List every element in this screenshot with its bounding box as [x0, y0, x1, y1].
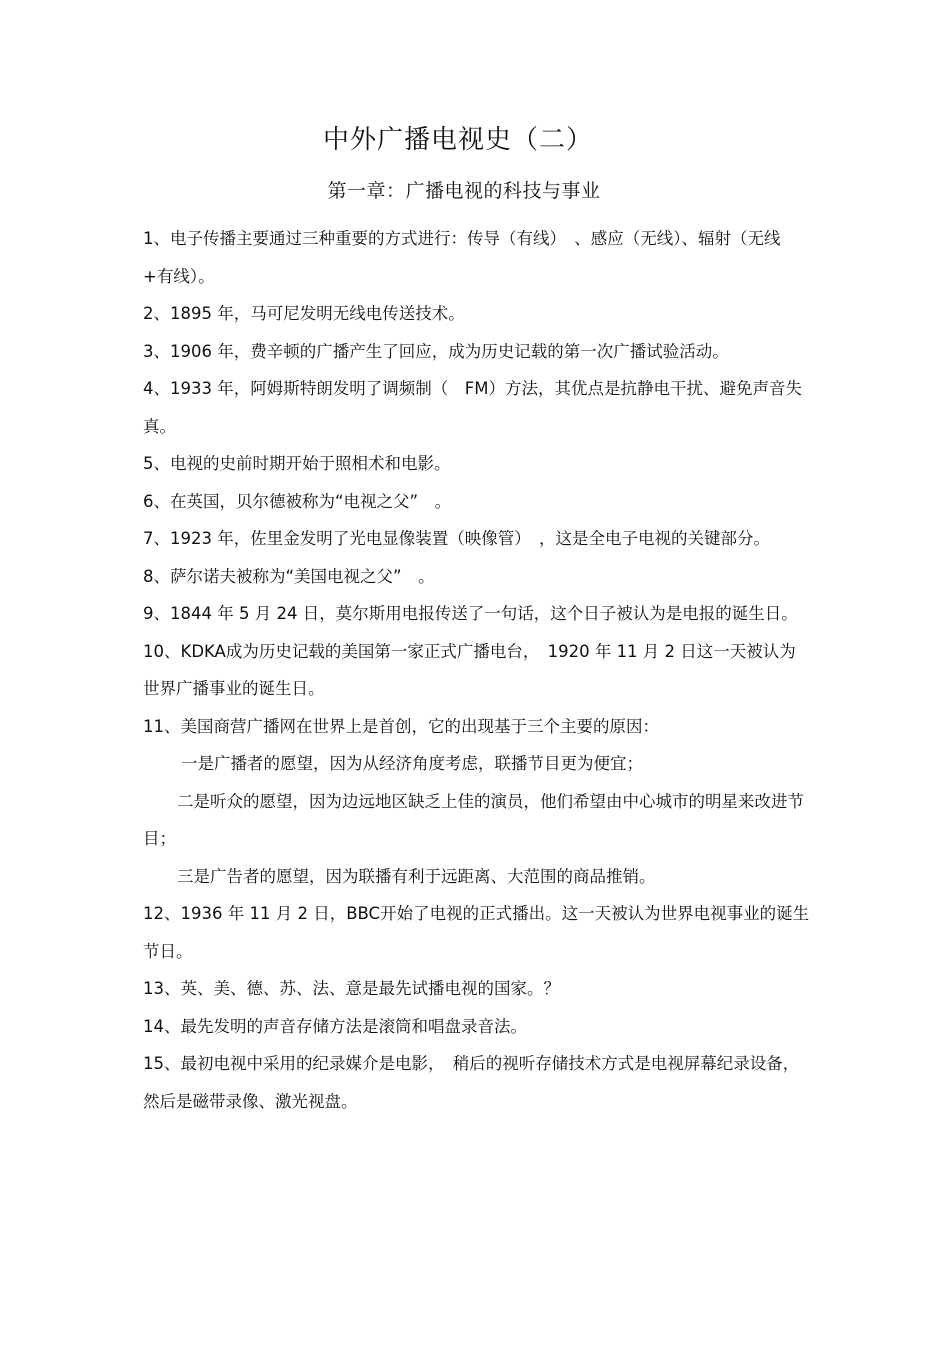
paragraph-8: 8、萨尔诺夫被称为“美国电视之父” 。 [143, 566, 435, 586]
paragraph-11-reason-2: 二是听众的愿望，因为边远地区缺乏上佳的演员，他们希望由中心城市的明星来改进节目； [143, 791, 804, 848]
paragraph-11: 11、美国商营广播网在世界上是首创，它的出现基于三个主要的原因： [143, 716, 659, 736]
paragraph-1: 1、电子传播主要通过三种重要的方式进行：传导（有线） 、感应（无线）、辐射（无线 +有线）。 [143, 229, 781, 286]
paragraph-2: 2、1895 年，马可尼发明无线电传送技术。 [143, 304, 465, 323]
document-body [143, 220, 811, 1120]
paragraph-4: 4、1933 年，阿姆斯特朗发明了调频制（ FM）方法，其优点是抗静电干扰、避免声音失真。 [143, 379, 802, 436]
paragraph-12: 12、1936 年 11 月 2 日，BBC开始了电视的正式播出。这一天被认为世界电视事业的诞生节日。 [143, 904, 810, 961]
paragraph-11-reason-1: 一是广播者的愿望，因为从经济角度考虑，联播节目更为便宜； [181, 754, 643, 773]
paragraph-9: 9、1844 年 5 月 24 日，莫尔斯用电报传送了一句话，这个日子被认为是电报的诞生日。 [143, 604, 798, 623]
paragraph-11-reason-3: 三是广告者的愿望，因为联播有利于远距离、大范围的商品推销。 [177, 866, 656, 886]
document-title: 中外广播电视史（二） [322, 125, 593, 155]
paragraph-3: 3、1906 年，费辛顿的广播产生了回应，成为历史记载的第一次广播试验活动。 [143, 341, 729, 361]
paragraph-6: 6、在英国，贝尔德被称为“电视之父” 。 [143, 491, 452, 511]
paragraph-14: 14、最先发明的声音存储方法是滚筒和唱盘录音法。 [143, 1016, 527, 1036]
paragraph-7: 7、1923 年，佐里金发明了光电显像装置（映像管） ，这是全电子电视的关键部分。 [143, 529, 770, 548]
paragraph-13: 13、英、美、德、苏、法、意是最先试播电视的国家。？ [143, 979, 560, 998]
paragraph-5: 5、电视的史前时期开始于照相术和电影。 [143, 454, 451, 473]
paragraph-15: 15、最初电视中采用的纪录媒介是电影， 稍后的视听存储技术方式是电视屏幕纪录设备，然后是磁带录像、激光视盘。 [143, 1054, 800, 1111]
chapter-title: 第一章：广播电视的科技与事业 [327, 180, 601, 202]
paragraph-10: 10、KDKA成为历史记载的美国第一家正式广播电台， 1920 年 11 月 2 日这一天被认为世界广播事业的诞生日。 [143, 641, 796, 698]
